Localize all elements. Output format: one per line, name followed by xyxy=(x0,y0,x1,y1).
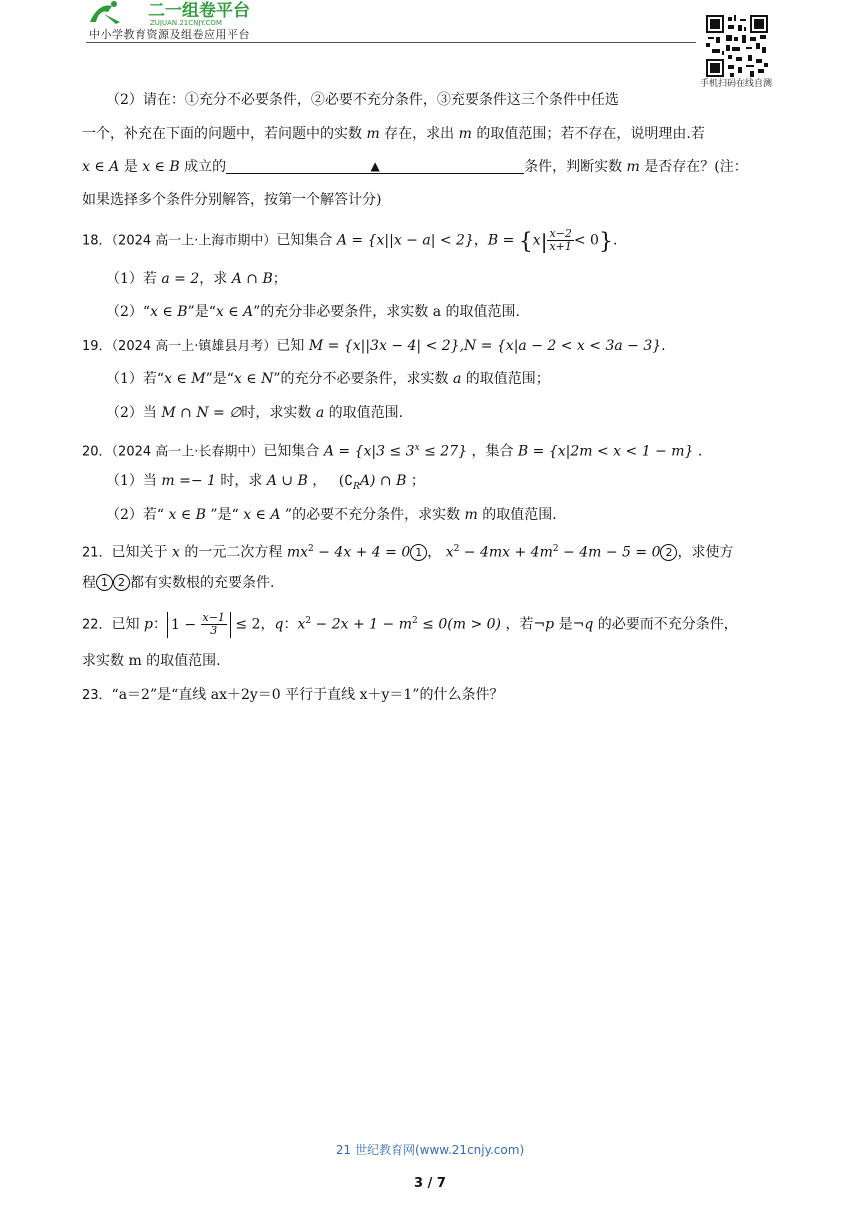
q17-part2-line2 xyxy=(82,123,705,145)
math: A) ∩ B xyxy=(359,473,407,489)
math-set-a: A = {x|3 ≤ 3 xyxy=(323,443,415,460)
text: . xyxy=(612,232,618,249)
math: a = 2 xyxy=(161,271,200,287)
text: ， xyxy=(260,616,275,633)
text: ，集合 xyxy=(467,443,518,460)
question-source: （2024 高一上·长春期中） xyxy=(111,444,264,460)
q20-part1 xyxy=(106,470,425,498)
circled-number: 2 xyxy=(113,574,130,591)
text: . xyxy=(693,443,703,460)
text: 的取值范围； xyxy=(461,371,550,387)
superscript: 2 xyxy=(552,544,559,554)
site-logo xyxy=(86,0,276,26)
superscript: 2 xyxy=(411,616,418,626)
math-set-b: B = {x|2m < x < 1 − m} xyxy=(517,443,694,460)
q19-stem xyxy=(82,335,666,358)
math: ≤ 2 xyxy=(230,616,261,633)
math-x: x xyxy=(532,232,541,249)
text: ，求使方 xyxy=(677,544,734,561)
circled-number: 2 xyxy=(660,544,677,561)
q18-stem: 18．（2024 高一上·上海市期中）已知集合 A = {x||x − a| < 2}，B = {x| $\frac{x-2}{x+1}$ < 0}. xyxy=(82,227,618,255)
text: ： xyxy=(152,616,167,633)
math: ¬p xyxy=(533,616,555,633)
question-number: 21． xyxy=(82,545,112,561)
text: ”的必要不充分条件，求实数 xyxy=(280,507,465,523)
header-rule xyxy=(86,42,696,43)
superscript: 2 xyxy=(305,616,312,626)
text: ”是“ xyxy=(205,507,244,523)
text: ： xyxy=(283,616,298,633)
q17-part2-line3 xyxy=(82,156,748,178)
text: 都有实数根的充要条件. xyxy=(130,575,275,591)
math-sets: M = {x||3x − 4| < 2},N = {x|a − 2 < x < 3a − 3} xyxy=(308,338,662,354)
absolute-value xyxy=(167,612,231,638)
text: ，求 xyxy=(199,271,232,287)
text: ， xyxy=(307,473,331,489)
text: （2）当 xyxy=(106,405,162,421)
header-subtitle: 中小学教育资源及组卷应用平台 xyxy=(89,28,250,41)
question-source: （2024 高一上·镇雄县月考） xyxy=(111,339,277,354)
q17-part2-line1: （2）请在：①充分不必要条件，②必要不充分条件，③充要条件这三个条件中任选 xyxy=(106,92,619,108)
fraction-denominator: 3 xyxy=(210,624,218,638)
logo-url: ZUJUAN.21CNJY.COM xyxy=(150,19,222,26)
math: mx xyxy=(286,544,308,561)
text: 是 xyxy=(119,159,143,175)
text: （2）“ xyxy=(106,304,151,320)
math: − 4mx + 4m xyxy=(459,544,553,561)
question-number: 19． xyxy=(82,339,112,354)
math-set-b: B = xyxy=(487,232,519,249)
math: − 4m − 5 = 0 xyxy=(558,544,661,561)
q19-part2 xyxy=(106,402,403,424)
math: M ∩ N = ∅ xyxy=(161,405,242,421)
text: ”的充分不必要条件，求实数 xyxy=(273,371,453,387)
page-header xyxy=(0,0,860,96)
math: x ∈ B xyxy=(150,304,188,320)
q20-part2 xyxy=(106,504,557,526)
math: − 4x + 4 = 0 xyxy=(313,544,411,561)
text: “a＝2”是“直线 ax＋2y＝0 平行于直线 x＋y＝1”的什么条件？ xyxy=(111,687,504,703)
text: . xyxy=(661,338,666,354)
text: 已知集合 xyxy=(276,232,337,249)
q22-line2: 求实数 m 的取值范围. xyxy=(82,653,221,669)
text: 条件，判断实数 xyxy=(524,159,627,175)
math: x ∈ N xyxy=(233,371,274,387)
text: 时，求实数 xyxy=(241,405,316,421)
text: 程 xyxy=(82,575,96,591)
math: a xyxy=(452,371,462,387)
text: 成立的 xyxy=(179,159,227,175)
math: ≤ 0(m > 0) xyxy=(417,616,501,633)
math: m xyxy=(464,507,478,523)
text: 的一元二次方程 xyxy=(179,544,287,561)
text: ，若 xyxy=(501,616,534,633)
blank-triangle-icon: ▲ xyxy=(370,159,380,173)
math-set-a: A = {x||x − a| < 2} xyxy=(336,232,474,249)
superscript: 2 xyxy=(453,544,460,554)
math: m =− 1 xyxy=(161,473,216,489)
fraction-numerator: x−1 xyxy=(202,611,225,625)
text: ， xyxy=(427,544,446,561)
text: ； xyxy=(406,473,425,489)
text: ”是“ xyxy=(205,371,234,387)
text: （1）当 xyxy=(106,473,162,489)
text: ， xyxy=(473,232,488,249)
math-x-in-a: x ∈ A xyxy=(82,159,120,175)
superscript: 2 xyxy=(307,544,314,554)
qr-code-icon xyxy=(706,15,768,77)
page-number: 3 / 7 xyxy=(414,1176,446,1191)
math: 1 − xyxy=(170,616,197,633)
math: A ∩ B xyxy=(231,271,273,287)
text: 的取值范围. xyxy=(477,507,557,523)
math: (∁ xyxy=(338,473,354,489)
text: （2）若“ xyxy=(106,507,169,523)
math: x xyxy=(172,544,180,561)
math: ¬q xyxy=(572,616,594,633)
math-x-in-b: x ∈ B xyxy=(142,159,180,175)
q21-stem xyxy=(82,538,733,565)
text: 已知集合 xyxy=(263,443,324,460)
question-number: 20． xyxy=(82,444,112,460)
math-m: m xyxy=(458,126,472,142)
text: 已知 xyxy=(111,616,144,633)
math: x xyxy=(445,544,454,561)
text: ； xyxy=(272,271,287,287)
fraction-numerator: x−2 xyxy=(549,227,572,240)
math-q: q xyxy=(274,616,284,633)
fraction xyxy=(547,228,573,253)
math: ≤ 27} xyxy=(419,443,468,460)
circled-number: 1 xyxy=(410,544,427,561)
text: 时，求 xyxy=(215,473,267,489)
q22-stem xyxy=(82,610,738,638)
math: A ∪ B xyxy=(266,473,308,489)
text: 是否存在？(注： xyxy=(639,159,748,175)
text: 已知 xyxy=(276,338,309,354)
math: − 2x + 1 − m xyxy=(311,616,412,633)
text: （1）若 xyxy=(106,271,162,287)
question-source: （2024 高一上·上海市期中） xyxy=(111,233,277,249)
question-number: 18． xyxy=(82,233,112,249)
text: 存在，求出 xyxy=(379,126,459,142)
text: ”是“ xyxy=(187,304,216,320)
q20-stem xyxy=(82,437,702,464)
text: 的必要而不充分条件， xyxy=(593,616,738,633)
q17-part2-line4: 如果选择多个条件分别解答，按第一个解答计分) xyxy=(82,192,382,208)
math-m: m xyxy=(626,159,640,175)
qr-caption: 手机扫码在线自测 xyxy=(700,79,773,89)
text: ”的充分非必要条件，求实数 a 的取值范围. xyxy=(253,304,520,320)
q23-stem xyxy=(82,684,503,707)
question-number: 22． xyxy=(82,617,112,633)
text: 的取值范围；若不存在，说明理由.若 xyxy=(471,126,705,142)
math: x ∈ A xyxy=(243,507,281,523)
q21-line2 xyxy=(82,572,274,594)
q18-part1 xyxy=(106,268,287,290)
subscript: R xyxy=(353,481,360,492)
logo-text: 二一组卷平台 xyxy=(148,1,250,21)
text: 的取值范围. xyxy=(324,405,404,421)
q19-part1 xyxy=(106,368,550,390)
math-p: p xyxy=(144,616,153,633)
fraction xyxy=(201,612,227,637)
math: x ∈ A xyxy=(215,304,254,320)
text: （1）若“ xyxy=(106,371,165,387)
answer-blank xyxy=(226,157,524,174)
math-m: m xyxy=(366,126,380,142)
math: x xyxy=(297,616,306,633)
text: 是 xyxy=(554,616,573,633)
circled-number: 1 xyxy=(96,574,113,591)
q18-part2 xyxy=(106,301,520,323)
math: a xyxy=(315,405,325,421)
text: 一个，补充在下面的问题中，若问题中的实数 xyxy=(82,126,367,142)
math: x ∈ B xyxy=(168,507,206,523)
fraction-denominator: x+1 xyxy=(549,240,572,253)
math: x ∈ M xyxy=(164,371,206,387)
text: 已知关于 xyxy=(111,544,172,561)
question-number: 23． xyxy=(82,688,112,703)
superscript: x xyxy=(414,443,420,453)
math-ineq: < 0 xyxy=(573,232,599,249)
footer-source-link[interactable]: 21 世纪教育网(www.21cnjy.com) xyxy=(335,1143,525,1157)
